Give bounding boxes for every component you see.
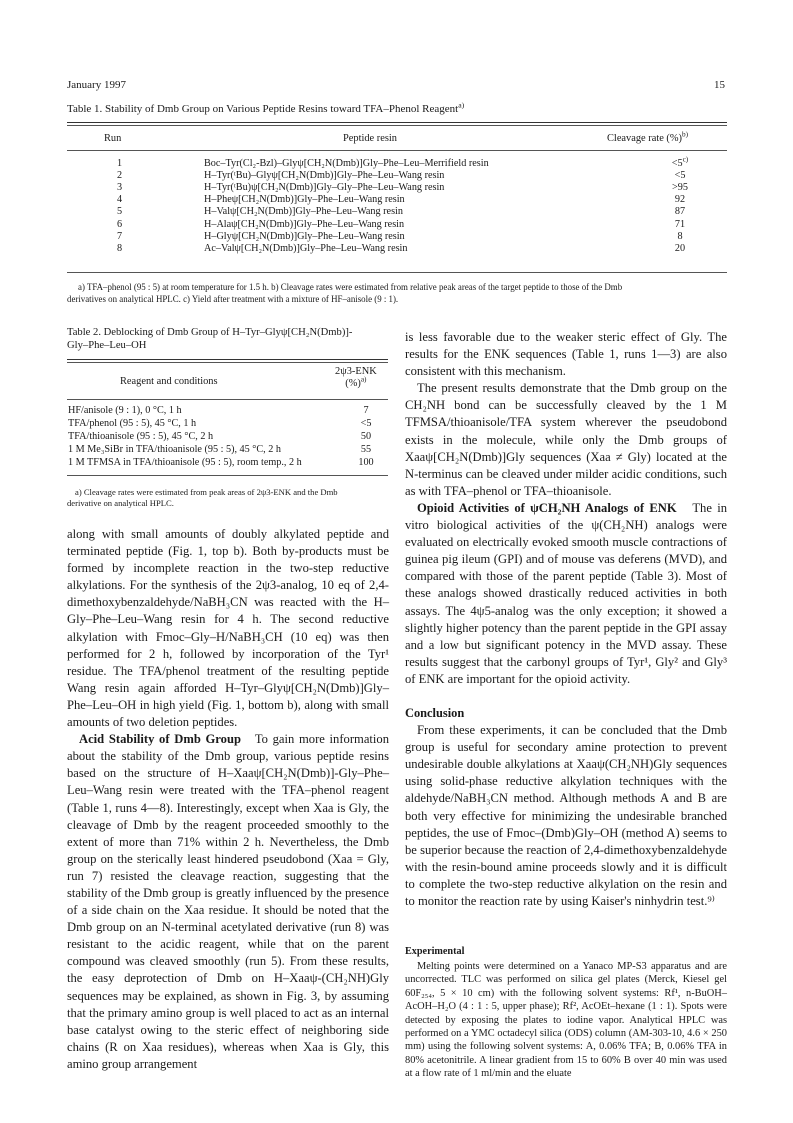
right-column (405, 329, 727, 910)
table1-top-rule (67, 122, 727, 123)
table2-value: 55 (360, 443, 372, 455)
left-column (67, 526, 389, 1073)
table1-run: 7 (117, 230, 123, 242)
left-paragraph-1: along with small amounts of doubly alkylated peptide and terminated peptide (Fig. 1, top b). Both by-products must be formed by incomplete reaction in the two-step reductive alkylations. For the synthesis of the 2ψ3-analog, 10 eq of 2,4-dimethoxybenzaldehyde/NaBH₃CN was reacted with the H–Gly–Phe–Leu–Wang resin for 4 h. The second reductive alkylation with Fmoc–Gly–H/NaBH₃CH (10 eq) was then performed for 2 h, followed by incorporation of the Tyr¹ residue. The TFA/phenol treatment of the resulting peptide Wang resin again afforded H–Tyr–Glyψ[CH₂N(Dmb)]Gly–Phe–Leu–OH in high yield (Fig. 1, bottom b), along with small amounts of two deletion peptides. (67, 527, 389, 730)
table1-footnote-1: a) TFA–phenol (95 : 5) at room temperature for 1.5 h. b) Cleavage rates were estimated from relative peak areas of the target peptide to those of the Dmb (78, 282, 623, 292)
table1-rate: 20 (674, 242, 686, 254)
table1-resin: H–Tyr(ᵗBu)ψ[CH₂N(Dmb)]Gly–Gly–Phe–Leu–Wang resin (204, 182, 445, 194)
table2-top-rule (67, 359, 388, 360)
table1-resin: H–Pheψ[CH₂N(Dmb)]Gly–Phe–Leu–Wang resin (204, 194, 405, 206)
table1-resin: Boc–Tyr(Cl₂-Bzl)–Glyψ[CH₂N(Dmb)]Gly–Phe–Leu–Merrifield resin (204, 158, 489, 169)
table2-condition: HF/anisole (9 : 1), 0 °C, 1 h (68, 405, 182, 416)
table1-run: 2 (117, 170, 123, 182)
table1-col-run: Run (104, 133, 122, 144)
table1-col-resin: Peptide resin (343, 133, 397, 144)
page-number: 15 (714, 79, 725, 91)
table1-run: 5 (117, 206, 123, 218)
table2-condition: TFA/phenol (95 : 5), 45 °C, 1 h (68, 417, 197, 429)
table2-condition: 1 M Me₃SiBr in TFA/thioanisole (95 : 5), 45 °C, 2 h (68, 443, 281, 455)
table1-top-rule-2 (67, 125, 727, 126)
right-paragraph-1: is less favorable due to the weaker steric effect of Gly. The results for the ENK sequences (Table 1, runs 1—3) are also consistent with this mechanism. (405, 330, 727, 379)
table1-run: 6 (117, 218, 123, 230)
table1-footnote-2: derivatives on analytical HPLC. c) Yield after treatment with a mixture of HF–anisole (9 : 1). (67, 294, 399, 304)
opioid-heading: Opioid Activities of ψCH₂NH Analogs of ENK (417, 500, 677, 515)
experimental-heading: Experimental (405, 946, 465, 957)
table1-resin: H–Valψ[CH₂N(Dmb)]Gly–Phe–Leu–Wang resin (204, 206, 403, 218)
table1-run: 4 (117, 194, 123, 206)
table1-rate: >95 (672, 182, 688, 194)
experimental-paragraph: Melting points were determined on a Yanaco MP-S3 apparatus and are uncorrected. TLC was performed on silica gel plates (Merck, Kiesel gel 60F₂₅₄, 5 × 10 cm) with the following solvent systems: Rf¹, n-BuOH–AcOH–H₂O (4 : 1 : 5, upper phase); Rf², AcOEt–hexane (1 : 1). Spots were detected by exposing the plates to iodine vapor. Analytical HPLC was performed on a YMC octadecyl silica (ODS) column (AM-303-10, 4.6 × 250 mm) using the following solvent systems: A, 0.06% TFA; B, 0.06% TFA in 80% acetonitrile. A linear gradient from 15 to 60% B over 40 min was used at a flow rate of 1 ml/min and the eluate (405, 961, 727, 1080)
table1-run: 3 (117, 182, 123, 194)
table1-rate: <5 (674, 170, 686, 182)
table1-rate: $<5^{c)}$ (671, 155, 689, 169)
table2-condition: 1 M TFMSA in TFA/thioanisole (95 : 5), room temp., 2 h (68, 456, 302, 468)
table2-condition: TFA/thioanisole (95 : 5), 45 °C, 2 h (68, 430, 214, 442)
table1-rate: 71 (674, 218, 686, 230)
conclusion-heading: Conclusion (405, 705, 465, 720)
table2-col-enk: 2ψ3-ENK (%)$^{a)}$ (335, 366, 377, 390)
table1-rate: 87 (674, 206, 686, 218)
table2-top-rule-2 (67, 362, 388, 363)
table1-resin: H–Tyr(ᵗBu)–Glyψ[CH₂N(Dmb)]Gly–Phe–Leu–Wang resin (204, 170, 445, 182)
table1-rate: 8 (677, 230, 683, 242)
table2-footnote-2: derivative on analytical HPLC. (67, 498, 174, 508)
table1-resin: H–Glyψ[CH₂N(Dmb)]Gly–Phe–Leu–Wang resin (204, 230, 405, 242)
table1-run: 1 (117, 158, 123, 169)
table2-value: 100 (358, 456, 374, 468)
table1-header-rule (67, 150, 727, 151)
table2-footnote-1: a) Cleavage rates were estimated from peak areas of 2ψ3-ENK and the Dmb (75, 487, 338, 497)
table1-rate: 92 (674, 194, 686, 206)
table2-col-reagent: Reagent and conditions (120, 376, 218, 387)
table1-resin: H–Alaψ[CH₂N(Dmb)]Gly–Phe–Leu–Wang resin (204, 218, 405, 230)
table2-header-rule (67, 399, 388, 400)
acid-stability-heading: Acid Stability of Dmb Group (79, 732, 241, 747)
table1-bottom-rule (67, 272, 727, 273)
right-paragraph-2: The present results demonstrate that the Dmb group on the CH₂NH bond can be successfully cleaved by the 1 M TFMSA/thioanisole/TFA system wherever the pseudobond exists in the molecule, while only the Dmb groups of Xaaψ[CH₂N(Dmb)]Gly sequences (Xaa ≠ Gly) located at the N-terminus can be cleaved under milder acidic conditions, such as with TFA–phenol or TFA–thioanisole. (405, 381, 727, 498)
table1-resin: Ac–Valψ[CH₂N(Dmb)]Gly–Phe–Leu–Wang resin (204, 242, 408, 254)
table2-bottom-rule (67, 475, 388, 476)
table1-run: 8 (117, 242, 123, 254)
table1-col-rate: Cleavage rate (%)$^{b)}$ (607, 130, 689, 144)
table1-caption: Table 1. Stability of Dmb Group on Various Peptide Resins toward TFA–Phenol Reagent$^{a)}$ (67, 100, 465, 115)
running-header-date: January 1997 (67, 79, 126, 91)
table2-value: 7 (363, 405, 369, 416)
table2-caption: Table 2. Deblocking of Dmb Group of H–Tyr–Glyψ[CH₂N(Dmb)]- Gly–Phe–Leu–OH (67, 327, 353, 351)
table2-value: <5 (360, 417, 372, 429)
conclusion-paragraph: From these experiments, it can be concluded that the Dmb group is useful for secondary amine protection to prevent undesirable double alkylations at Xaaψ(CH₂NH)Gly sequences using solid-phase reductive alkylation techniques with the aldehyde/NaBH₃CN method. Although methods A and B are both very effective for minimizing the undesirable branched peptides, the use of Fmoc–(Dmb)Gly–OH (method A) seems to be superior because the reaction of 2,4-dimethoxybenzaldehyde with the resin-bound amine proceeds slowly and it is difficult to complete the two-step reductive alkylation on the resin and to monitor the reaction rate by using Kaiser's ninhydrin test.⁹⁾ (405, 723, 727, 908)
left-paragraph-2: Acid Stability of Dmb Group To gain more information about the stability of the Dmb group, various peptide resins based on the structure of H–Xaaψ[CH₂N(Dmb)]-Gly–Phe–Leu–Wang resin were treated with the TFA–phenol reagent (Table 1, runs 4—8). Interestingly, except when Xaa is Gly, the cleavage of Dmb by the reagent proceeded smoothly to the extent of more than 71% within 2 h. Nevertheless, the Dmb group on the sterically least hindered pseudobond (Xaa = Gly, run 7) resisted the cleavage reaction, suggesting that the stability of the Dmb group is greatly influenced by the presence of a side chain on the Xaa residue. It should be noted that the Dmb group on an N-terminal acetylated derivative (run 8) was resistant to the acidic reagent, while that on the parent compound was cleaved smoothly (run 5). From these results, the easy deprotection of Dmb on H–Xaaψ-(CH₂NH)Gly sequences may be explained, as shown in Fig. 3, by assuming that the primary amino group is well placed to act as an internal base catalyst owing to the steric effect of neighboring side chains (R on Xaa residues), whereas when Xaa is Gly, this amino group arrangement (67, 732, 390, 1071)
right-paragraph-3: Opioid Activities of ψCH₂NH Analogs of ENK The in vitro biological activities of the ψ(CH₂NH) analogs were evaluated on electrically evoked smooth muscle contractions of guinea pig ileum (GPI) and of mouse vas deferens (MVD), and compared with those of the parent peptide (Table 3). Most of these analogs showed drastically reduced activities in both assays. The 4ψ5-analog was the only exception; it showed a slightly higher potency than the parent peptide in the GPI assay and a low but significant potency in the MVD assay. These results suggest that the carbonyl groups of Tyr¹, Gly² and Gly³ of ENK are important for the opioid activity. (405, 500, 727, 686)
table2-value: 50 (360, 430, 372, 442)
